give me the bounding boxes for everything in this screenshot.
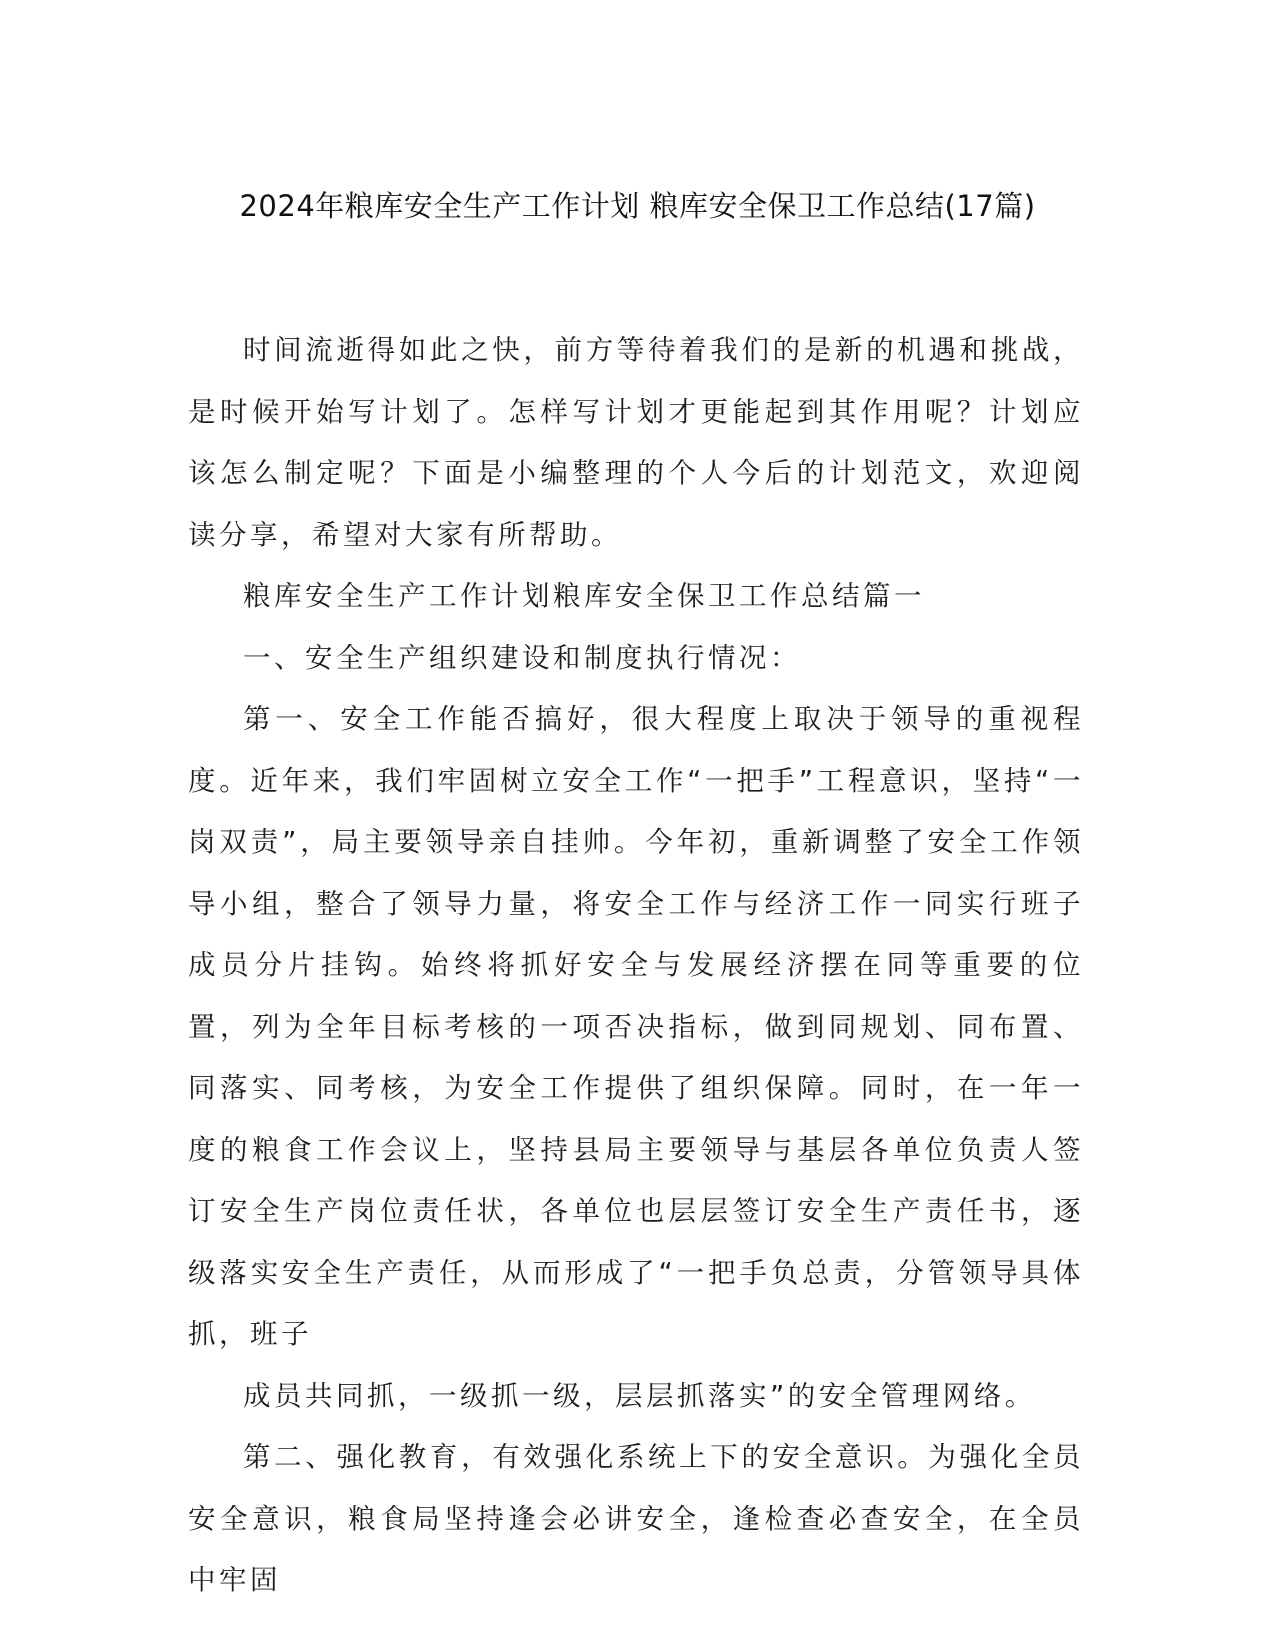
paragraph-section-heading: 粮库安全生产工作计划粮库安全保卫工作总结篇一 — [243, 580, 925, 612]
document-title: 2024年粮库安全生产工作计划 粮库安全保卫工作总结(17篇) — [239, 189, 1036, 223]
paragraph-intro: 时间流逝得如此之快，前方等待着我们的是新的机遇和挑战，是时候开始写计划了。怎样写计划才更能起到其作用呢？计划应该怎么制定呢？下面是小编整理的个人今后的计划范文，欢迎阅读分享，希望对大家有所帮助。 — [188, 334, 1084, 551]
paragraph-second-point: 第二、强化教育，有效强化系统上下的安全意识。为强化全员安全意识，粮食局坚持逢会必讲安全，逢检查必查安全，在全员中牢固 — [188, 1441, 1084, 1596]
paragraph-subheading: 一、安全生产组织建设和制度执行情况： — [243, 641, 801, 674]
paragraph-first-point: 第一、安全工作能否搞好，很大程度上取决于领导的重视程度。近年来，我们牢固树立安全工作“一把手”工程意识，坚持“一岗双责”，局主要领导亲自挂帅。今年初，重新调整了安全工作领导小组，整合了领导力量，将安全工作与经济工作一同实行班子成员分片挂钩。始终将抓好安全与发展经济摆在同等重要的位置，列为全年目标考核的一项否决指标，做到同规划、同布置、同落实、同考核，为安全工作提供了组织保障。同时，在一年一度的粮食工作会议上，坚持县局主要领导与基层各单位负责人签订安全生产岗位责任状，各单位也层层签订安全生产责任书，逐级落实安全生产责任，从而形成了“一把手负总责，分管领导具体抓，班子 — [188, 703, 1084, 1350]
document-body — [188, 320, 1084, 1612]
paragraph-continuation: 成员共同抓，一级抓一级，层层抓落实”的安全管理网络。 — [243, 1379, 1036, 1412]
